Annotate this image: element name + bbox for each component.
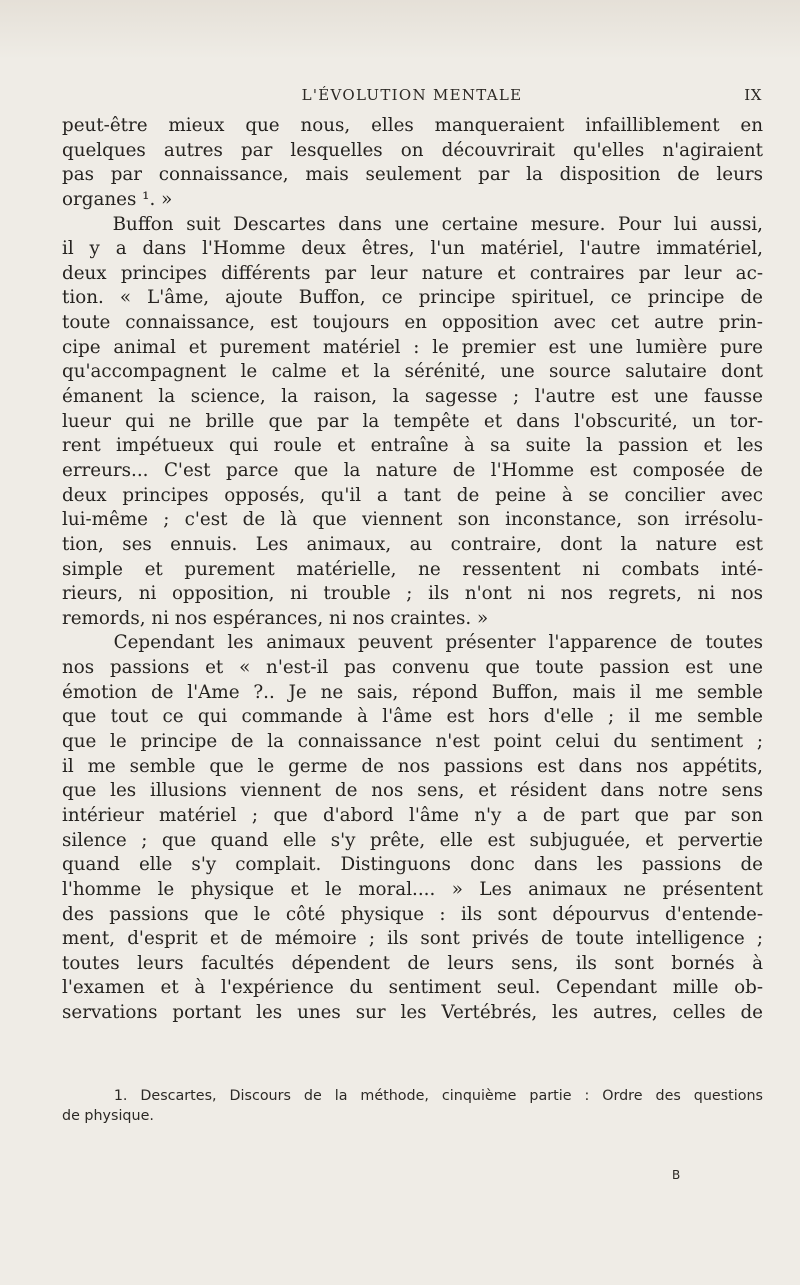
text-line: quand elle s'y complait. Distinguons donc dans les passions de	[62, 854, 763, 876]
text-line: Cependant les animaux peuvent présenter l'apparence de toutes	[62, 632, 763, 654]
text-line: rent impétueux qui roule et entraîne à sa suite la passion et les	[62, 435, 763, 457]
paper-tone	[0, 0, 800, 60]
text-line: que les illusions viennent de nos sens, et résident dans notre sens	[62, 780, 763, 802]
text-line: il y a dans l'Homme deux êtres, l'un matériel, l'autre immatériel,	[62, 238, 763, 260]
text-line: l'examen et à l'expérience du sentiment seul. Cependant mille ob-	[62, 977, 763, 999]
text-line: émotion de l'Ame ?.. Je ne sais, répond Buffon, mais il me semble	[62, 681, 763, 703]
text-line: peut-être mieux que nous, elles manqueraient infailliblement en	[62, 115, 763, 136]
page-number: IX	[744, 86, 762, 104]
text-line: organes ¹. »	[62, 188, 173, 210]
text-line: servations portant les unes sur les Vertébrés, les autres, celles de	[62, 1002, 763, 1024]
text-line: Buffon suit Descartes dans une certaine mesure. Pour lui aussi,	[62, 213, 763, 235]
text-line: remords, ni nos espérances, ni nos craintes. »	[62, 607, 489, 629]
footnotes	[62, 1086, 763, 1126]
text-line: ment, d'esprit et de mémoire ; ils sont privés de toute intelligence ;	[62, 928, 763, 950]
text-line: lueur qui ne brille que par la tempête et dans l'obscurité, un tor-	[62, 410, 763, 432]
text-line: que tout ce qui commande à l'âme est hors d'elle ; il me semble	[62, 706, 763, 728]
text-line: nos passions et « n'est-il pas convenu que toute passion est une	[62, 657, 763, 679]
text-line: deux principes opposés, qu'il a tant de peine à se concilier avec	[62, 484, 763, 506]
body-text	[62, 114, 763, 1026]
footnote-line: de physique.	[62, 1108, 154, 1124]
text-line: deux principes différents par leur nature et contraires par leur ac-	[62, 262, 763, 284]
footnote-line: 1. Descartes, Discours de la méthode, cinquième partie : Ordre des questions	[62, 1088, 763, 1104]
text-line: tion. « L'âme, ajoute Buffon, ce principe spirituel, ce principe de	[62, 287, 763, 309]
text-line: l'homme le physique et le moral.... » Les animaux ne présentent	[62, 878, 763, 900]
text-line: des passions que le côté physique : ils sont dépourvus d'entende-	[62, 903, 763, 925]
running-head	[62, 86, 762, 108]
text-line: émanent la science, la raison, la sagesse ; l'autre est une fausse	[62, 386, 763, 408]
signature-mark: B	[672, 1168, 681, 1182]
text-line: tion, ses ennuis. Les animaux, au contraire, dont la nature est	[62, 533, 763, 555]
text-line: quelques autres par lesquelles on découvrirait qu'elles n'agiraient	[62, 139, 763, 161]
text-line: toute connaissance, est toujours en opposition avec cet autre prin-	[62, 312, 763, 334]
text-line: il me semble que le germe de nos passions est dans nos appétits,	[62, 755, 763, 777]
text-line: silence ; que quand elle s'y prête, elle est subjuguée, et pervertie	[62, 829, 763, 851]
text-line: cipe animal et purement matériel : le premier est une lumière pure	[62, 336, 763, 358]
text-line: qu'accompagnent le calme et la sérénité, une source salutaire dont	[62, 361, 763, 383]
text-line: erreurs... C'est parce que la nature de l'Homme est composée de	[62, 459, 763, 481]
text-line: lui-même ; c'est de là que viennent son inconstance, son irrésolu-	[62, 509, 763, 531]
text-line: simple et purement matérielle, ne ressentent ni combats inté-	[62, 558, 763, 580]
text-line: pas par connaissance, mais seulement par la disposition de leurs	[62, 164, 763, 186]
text-line: intérieur matériel ; que d'abord l'âme n'y a de part que par son	[62, 804, 763, 826]
running-title: L'ÉVOLUTION MENTALE	[301, 86, 523, 104]
text-line: toutes leurs facultés dépendent de leurs sens, ils sont bornés à	[62, 952, 763, 974]
text-line: rieurs, ni opposition, ni trouble ; ils n'ont ni nos regrets, ni nos	[62, 583, 763, 605]
text-line: que le principe de la connaissance n'est point celui du sentiment ;	[62, 731, 763, 753]
